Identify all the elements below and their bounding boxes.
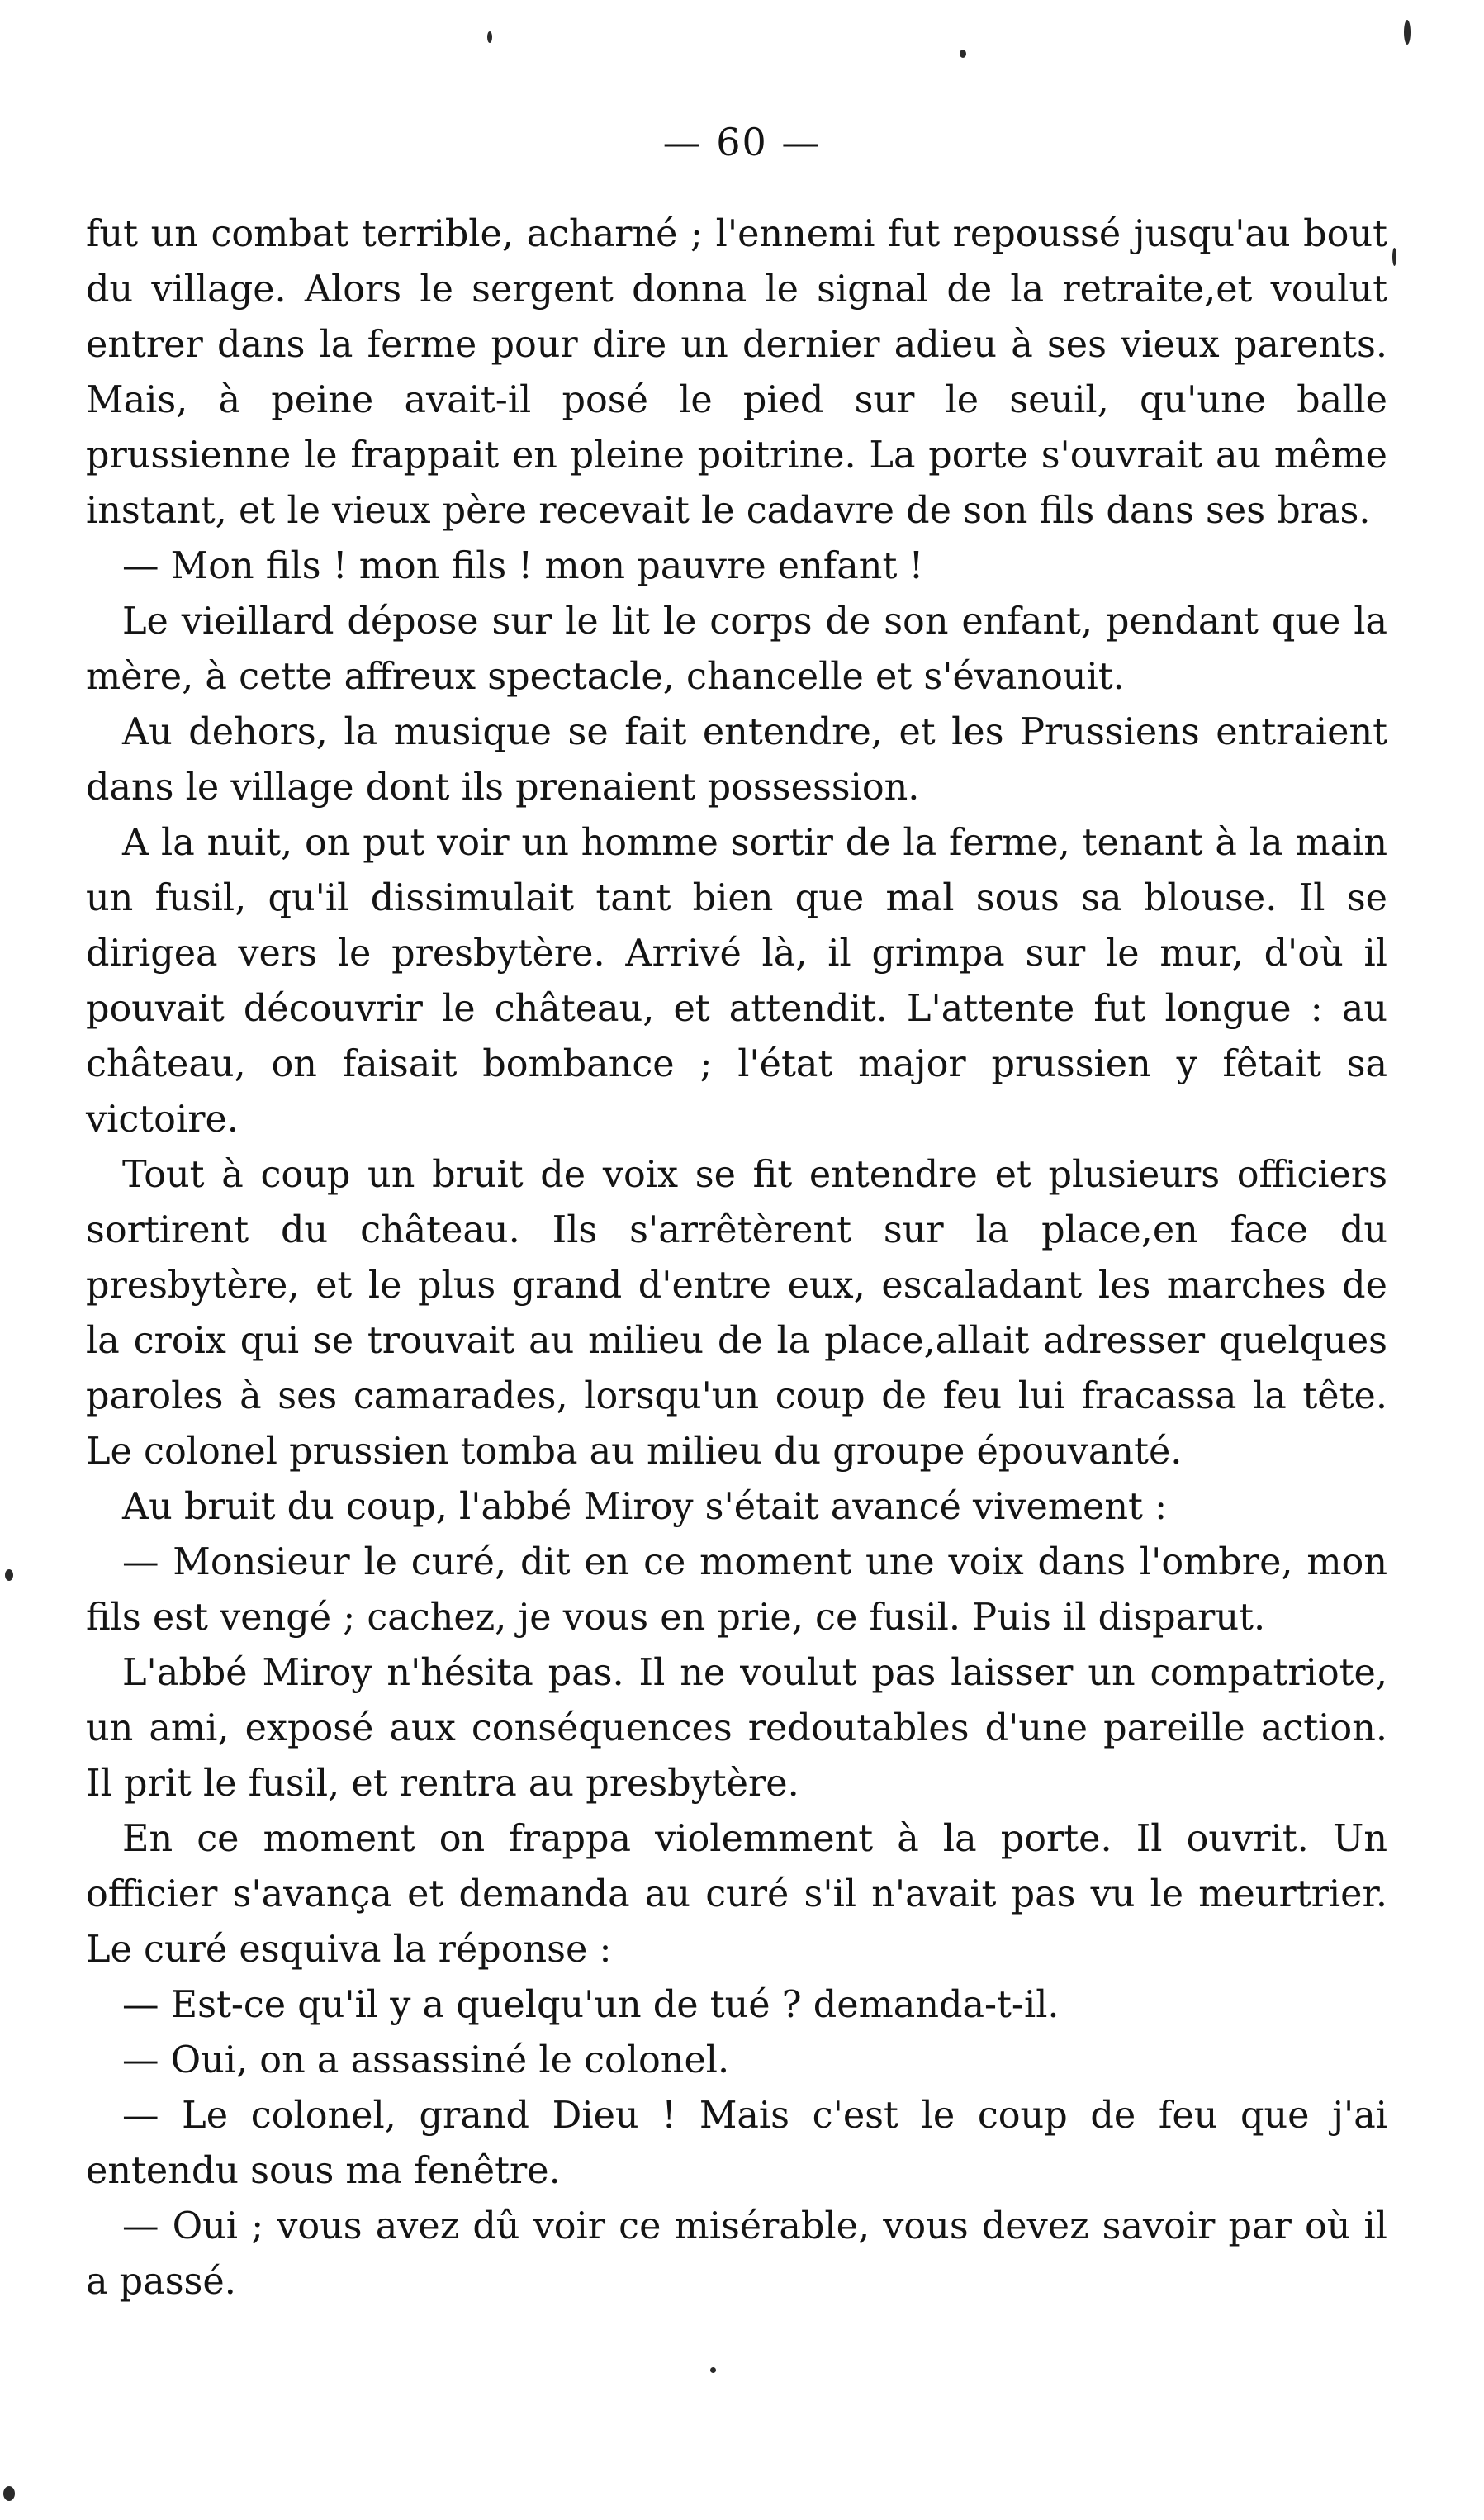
paragraph: Au dehors, la musique se fait entendre, et les Prussiens entraient dans le village dont ils prenaient possession.	[86, 711, 1387, 809]
paragraph: Tout à coup un bruit de voix se fit entendre et plusieurs officiers sortirent du château. Ils s'arrêtèrent sur la place,en face du presbytère, et le plus grand d'entre eux, escaladant les marches de la croix qui se trouvait au milieu de la place,allait adresser quelques paroles à ses camarades, lorsqu'un coup de feu lui fracassa la tête. Le colonel prussien tomba au milieu du groupe épouvanté.	[86, 1154, 1387, 1473]
paragraph: — Est-ce qu'il y a quelqu'un de tué ? demanda-t-il.	[122, 1984, 1060, 2026]
page-number: — 60 —	[662, 120, 822, 164]
paragraph: En ce moment on frappa violemment à la porte. Il ouvrit. Un officier s'avança et demanda au curé s'il n'avait pas vu le meurtrier. Le curé esquiva la réponse :	[86, 1818, 1387, 1971]
scan-speck	[1404, 20, 1411, 45]
paragraph: — Monsieur le curé, dit en ce moment une voix dans l'ombre, mon fils est vengé ; cachez, je vous en prie, ce fusil. Puis il disparut.	[86, 1541, 1387, 1639]
scan-speck	[710, 2367, 716, 2373]
scan-speck	[1392, 248, 1396, 266]
scan-speck	[5, 1569, 13, 1581]
paragraph: — Oui ; vous avez dû voir ce misérable, vous devez savoir par où il a passé.	[86, 2205, 1387, 2303]
body-text	[86, 206, 1387, 2309]
paragraph: A la nuit, on put voir un homme sortir de la ferme, tenant à la main un fusil, qu'il dissimulait tant bien que mal sous sa blouse. Il se dirigea vers le presbytère. Arrivé là, il grimpa sur le mur, d'où il pouvait découvrir le château, et attendit. L'attente fut longue : au château, on faisait bombance ; l'état major prussien y fêtait sa victoire.	[86, 822, 1387, 1141]
paragraph: — Oui, on a assassiné le colonel.	[122, 2039, 730, 2081]
scan-speck	[487, 31, 492, 43]
paragraph: fut un combat terrible, acharné ; l'ennemi fut repoussé jusqu'au bout du village. Alors le sergent donna le signal de la retraite,et voulut entrer dans la ferme pour dire un dernier adieu à ses vieux parents. Mais, à peine avait-il posé le pied sur le seuil, qu'une balle prussienne le frappait en pleine poitrine. La porte s'ouvrait au même instant, et le vieux père recevait le cadavre de son fils dans ses bras.	[86, 213, 1387, 532]
paragraph: Au bruit du coup, l'abbé Miroy s'était avancé vivement :	[122, 1486, 1168, 1528]
paragraph: — Mon fils ! mon fils ! mon pauvre enfant !	[122, 545, 924, 587]
paragraph: — Le colonel, grand Dieu ! Mais c'est le coup de feu que j'ai entendu sous ma fenêtre.	[86, 2095, 1387, 2192]
scan-speck	[960, 50, 966, 58]
paragraph: Le vieillard dépose sur le lit le corps de son enfant, pendant que la mère, à cette affreux spectacle, chancelle et s'évanouit.	[86, 600, 1387, 698]
scan-speck	[3, 2486, 15, 2501]
paragraph: L'abbé Miroy n'hésita pas. Il ne voulut pas laisser un compatriote, un ami, exposé aux conséquences redoutables d'une pareille action. Il prit le fusil, et rentra au presbytère.	[86, 1652, 1387, 1805]
